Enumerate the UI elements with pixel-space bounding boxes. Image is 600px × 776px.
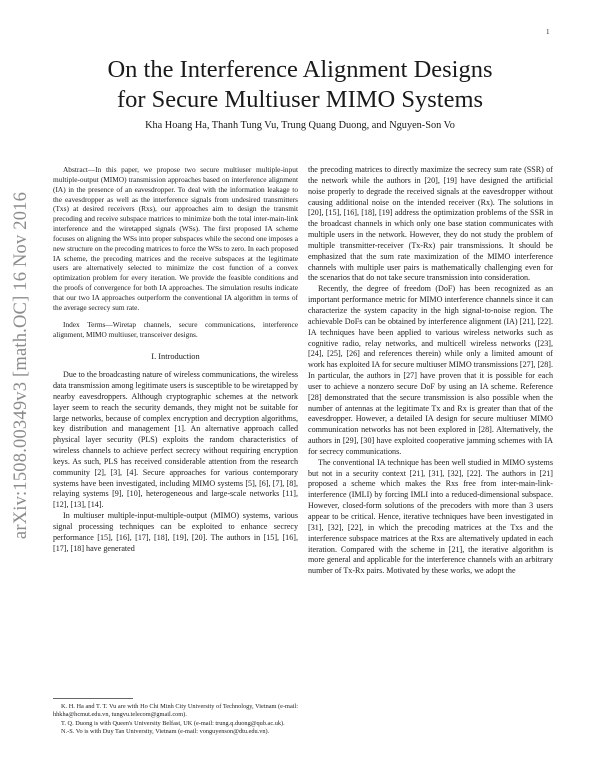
footnote-1: K. H. Ha and T. T. Vu are with Ho Chi Minh City University of Technology, Vietnam (e-mail: hhkha@hcmut.edu.vn, tungvu.telecom@gmail.com). bbox=[53, 703, 298, 719]
intro-paragraph-3: the precoding matrices to directly maximize the secrecy sum rate (SSR) of the network while the authors in [20], [19] have designed the artificial noise properly to degrade the received signals at the eavesdropper without causing additional noise on the intended receiver (Rx). The solutions in [20], [15], [16], [18], [19] address the optimization problems of the SSR in the broadcast channels in which only one base station communicates with multiple users in the network. However, they do not study the problem of multiple transmitter-receiver (Tx-Rx) pair transmissions. It should be emphasized that the sum rate maximization of the MIMO interference channels with multiple user pairs is mathematically challenging even for the scenarios that do not take secure transmission into consideration. bbox=[308, 165, 553, 283]
title-line-1: On the Interference Alignment Designs bbox=[107, 56, 493, 83]
left-column bbox=[53, 165, 298, 555]
arxiv-identifier-text: arXiv:1508.00349v3 [math.OC] 16 Nov 2016 bbox=[11, 191, 32, 539]
index-terms: Index Terms—Wiretap channels, secure communications, interference alignment, MIMO multiuser, transceiver designs. bbox=[53, 319, 298, 339]
author-list: Kha Hoang Ha, Thanh Tung Vu, Trung Quang Duong, and Nguyen-Son Vo bbox=[145, 120, 455, 131]
abstract: Abstract—In this paper, we propose two secure multiuser multiple-input multiple-output (MIMO) transmission approaches based on interference alignment (IA) in the presence of an eavesdropper. To deal with the information leakage to the eavesdropper as well as the interference signals from undesired transmitters (Txs) at desired receivers (Rxs), our approaches aim to design the transmit precoding and receive subspace matrices to minimize both the total inter-main-link interference and the wiretapped signals (WSs). The first proposed IA scheme focuses on aligning the WSs into proper subspaces while the second one imposes a new structure on the precoding matrices to force the WSs to zero. In each proposed IA scheme, the precoding matrices and the receive subspaces at the legitimate users are alternatively selected to minimize the cost function of a convex optimization problem for every iteration. We provide the feasible conditions and the proofs of convergence for both IA approaches. The simulation results indicate that our two IA approaches outperform the conventional IA algorithm in terms of the average secrecy sum rate. bbox=[53, 165, 298, 312]
intro-paragraph-1: Due to the broadcasting nature of wireless communications, the wireless data transmission among legitimate users is susceptible to be wiretapped by nearby eavesdroppers. Although cryptographic schemes at the network layer seem to reach the security demands, they might not be suitable for large networks, because of complex encryption and decryption algorithms, key distribution and management [1]. An alternative approach called physical layer security (PLS) exploits the random characteristics of wireless channels to achieve perfect secrecy without requiring encryption keys. As such, PLS has received considerable attention from the research community [2], [3], [4]. Secure approaches for various contemporary systems have been investigated, including MIMO systems [5], [6], [7], [8], relaying systems [9], [10], heterogeneous and large-scale networks [11], [12], [13], [14]. bbox=[53, 370, 299, 510]
arxiv-identifier bbox=[5, 160, 39, 570]
footnote-3: N.-S. Vo is with Duy Tan University, Vietnam (e-mail: vonguyenson@dtu.edu.vn). bbox=[61, 727, 270, 735]
paper-title bbox=[60, 55, 540, 115]
page-number: 1 bbox=[546, 28, 550, 36]
intro-paragraph-4: Recently, the degree of freedom (DoF) has been recognized as an important performance metric for MIMO interference channels since it can characterize the system capacity in the high signal-to-noise region. The achievable DoFs can be obtained by interference alignment (IA) [21], [22]. IA techniques have been applied to various wireless networks such as cognitive radio, relay networks, and multicell wireless networks ([23], [24], [25], [26] and references therein) while only a limited amount of work has exploited IA for secure multiuser MIMO transmissions [27], [28]. In particular, the authors in [27] have proven that it is possible for each user to achieve a nonzero secure DoF by using an IA scheme. Reference [28] demonstrated that the secure transmission is also possible when the number of antennas at the legitimate Tx and Rx is greater than that of the eavesdropper. However, a detailed IA design for secure multiuser MIMO communication networks has not been explored in [28]. Alternatively, the authors in [29], [30] have exploited cooperative jamming schemes with IA for secrecy communications. bbox=[308, 284, 553, 456]
section-heading: I. Introduction bbox=[151, 352, 200, 362]
footnote-divider bbox=[53, 698, 133, 699]
footnote-2: T. Q. Duong is with Queen's University Belfast, UK (e-mail: trung.q.duong@qub.ac.uk). bbox=[61, 719, 285, 727]
intro-paragraph-5: The conventional IA technique has been well studied in MIMO systems but not in a security context [21], [31], [32], [22]. The authors in [21] proposed a scheme which makes the Rxs free from inter-main-link-interference (IMLI) by forcing IMLI into a reduced-dimensional subspace. However, closed-form solutions of the precoders with more than 3 users appear to be critical. Hence, iterative techniques have been investigated in [31], [32], [22], in which the precoding matrices at the Txs and the interference subspace matrices at the Rxs are alternatively updated in each iteration. Compared with the scheme in [21], the iterative algorithm is more general and applicable for the interference channels with an arbitrary number of Tx-Rx pairs. Motivated by these works, we adopt the bbox=[308, 457, 553, 576]
footnotes bbox=[53, 703, 298, 736]
right-column bbox=[308, 165, 553, 577]
title-line-2: for Secure Multiuser MIMO Systems bbox=[116, 86, 484, 113]
intro-paragraph-2: In multiuser multiple-input-multiple-output (MIMO) systems, various signal processing techniques can be exploited to enhance secrecy performance [15], [16], [17], [18], [19], [20]. The authors in [15], [16], [17], [18] have generated bbox=[53, 511, 298, 553]
